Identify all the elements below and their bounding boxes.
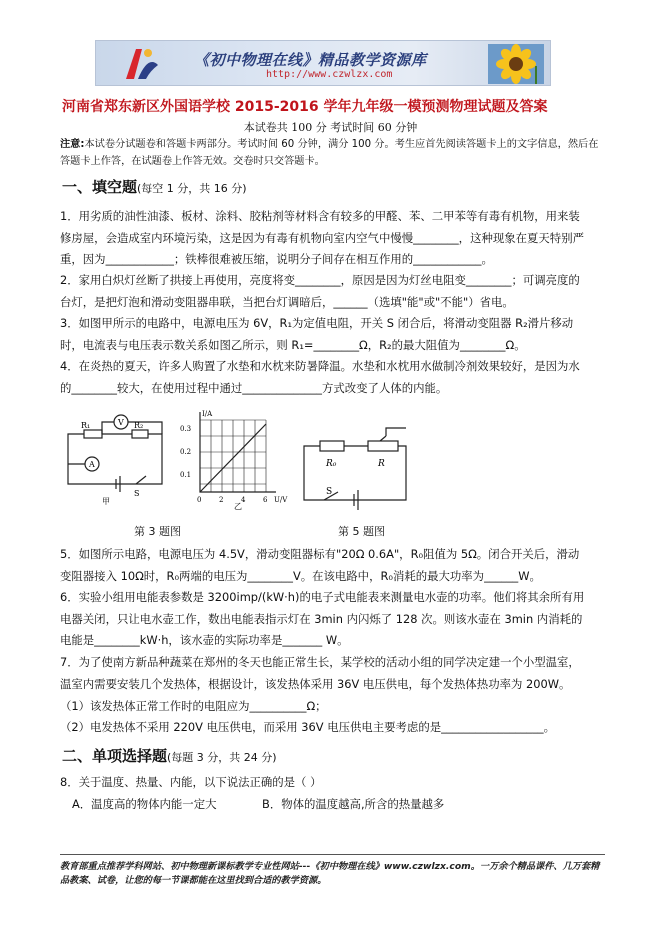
banner-title: 《初中物理在线》精品教学资源库	[194, 51, 427, 69]
section-title: 二、单项选择题	[62, 747, 168, 765]
section-fill-in	[62, 176, 247, 197]
question-8-option-b: B．物体的温度越高,所含的热量越多	[262, 797, 445, 811]
fig-b-label: 乙	[234, 502, 242, 511]
question-4: 4．在炎热的夏天，许多人购置了水垫和水枕来防暑降温。水垫和水枕用水做制冷剂效果较好，是因为水的________较大，在使用过程中通过______________方式改变了人体的内能。	[60, 359, 580, 395]
caption-fig-3: 第 3 题图	[134, 525, 181, 538]
question-3: 3．如图甲所示的电路中，电源电压为 6V，R₁为定值电阻，开关 S 闭合后，将滑动变阻器 R₂滑片移动时，电流表与电压表示数关系如图乙所示，则 R₁=________Ω，R₂的最大阻值为________Ω。	[60, 316, 574, 352]
r0-label: R₀	[326, 459, 337, 469]
graph-x-axis-label: U/V	[274, 496, 288, 504]
graph-x-tick: 4	[241, 496, 246, 504]
ammeter-label: A	[89, 460, 95, 469]
section-title: 一、填空题	[62, 178, 138, 196]
document-title: 河南省郑东新区外国语学校 2015-2016 学年九年级一模预测物理试题及答案	[62, 99, 548, 115]
sunflower-icon	[488, 44, 544, 84]
graph-x-tick: 6	[263, 496, 268, 504]
question-5: 5．如图所示电路，电源电压为 4.5V，滑动变阻器标有"20Ω 0.6A"，R₀阻值为 5Ω。闭合开关后，滑动变阻器接入 10Ω时，R₀两端的电压为________V。在该电路中，R₀消耗的最大功率为______W。	[60, 547, 580, 583]
question-6: 6．实验小组用电能表参数是 3200imp/(kW·h)的电子式电能表来测量电水壶的功率。他们将其余所有用电器关闭，只让电水壶工作，数出电能表指示灯在 3min 内闪烁了 128 次。则该水壶在 3min 内消耗的电能是________kW·h，该水壶的实际功率是_______ W。	[60, 590, 585, 647]
switch-s-label: S	[326, 487, 333, 497]
graph-x-tick: 2	[219, 496, 224, 504]
site-logo-icon	[118, 45, 160, 83]
graph-y-tick: 0.2	[180, 448, 192, 456]
section-note: (每题 3 分，共 24 分)	[167, 751, 277, 764]
question-1: 1．用劣质的油性油漆、板材、涂料、胶粘剂等材料含有较多的甲醛、苯、二甲苯等有毒有机物，用来装修房屋，会造成室内环境污染，这是因为有毒有机物向室内空气中慢慢________，这种现象在夏天特别严重，因为____________；铁棒很难被压缩，说明分子间存在相互作用的____________。	[60, 209, 584, 266]
r1-label: R₁	[81, 421, 91, 430]
question-7-part-2: （2）电发热体不采用 220V 电压供电，而采用 36V 电压供电主要考虑的是__________________。	[60, 720, 556, 734]
question-8: 8．关于温度、热量、内能，以下说法正确的是（ ）	[60, 775, 322, 789]
graph-y-axis-label: I/A	[202, 410, 213, 418]
exam-info: 本试卷共 100 分 考试时间 60 分钟	[243, 121, 418, 134]
fig-a-label: 甲	[102, 497, 110, 506]
switch-label: S	[134, 489, 140, 498]
graph-x-tick: 0	[197, 496, 202, 504]
voltmeter-label: V	[118, 418, 124, 427]
question-2: 2．家用白炽灯丝断了拱接上再使用，亮度将变________，原因是因为灯丝电阻变________；可调亮度的台灯，是把灯泡和滑动变阻器串联，当把台灯调暗后，______（选填"能"或"不能"）省电。	[60, 273, 580, 309]
question-7: 7．为了使南方新品种蔬菜在郑州的冬天也能正常生长，某学校的活动小组的同学决定建一个小型温室，温室内需要安装几个发热体，根据设计，该发热体采用 36V 电压供电，每个发热体热功率为 200W。	[60, 655, 580, 691]
caption-fig-5: 第 5 题图	[338, 525, 385, 538]
exam-notice	[60, 136, 605, 170]
figure-5-circuit	[296, 416, 416, 516]
footer-divider	[60, 854, 605, 855]
figure-3-graph	[176, 408, 296, 512]
footer-text: 教育部重点推荐学科网站、初中物理新课标教学专业性网站---《初中物理在线》www.czwlzx.com。一万余个精品课件、几万套精品教案、试卷，让您的每一节课都能在这里找到合适的教学资源。	[60, 861, 600, 886]
graph-y-tick: 0.3	[180, 425, 192, 433]
question-7-part-1: （1）该发热体正常工作时的电阻应为__________Ω；	[60, 699, 327, 713]
r2-label: R₂	[134, 421, 144, 430]
question-8-option-a: A．温度高的物体内能一定大	[72, 797, 217, 811]
section-note: (每空 1 分，共 16 分)	[137, 182, 247, 195]
site-banner	[95, 40, 551, 86]
graph-y-tick: 0.1	[180, 471, 192, 479]
notice-text: 本试卷分试题卷和答题卡两部分。考试时间 60 分钟，满分 100 分。考生应首先阅读答题卡上的文字信息，然后在答题卡上作答，在试题卷上作答无效。交卷时只交答题卡。	[60, 139, 599, 167]
r-label: R	[378, 459, 385, 469]
banner-url[interactable]: http://www.czwlzx.com	[266, 69, 393, 80]
figure-3-circuit-a	[62, 414, 174, 506]
notice-label: 注意:	[60, 139, 85, 150]
section-single-choice	[62, 745, 277, 766]
